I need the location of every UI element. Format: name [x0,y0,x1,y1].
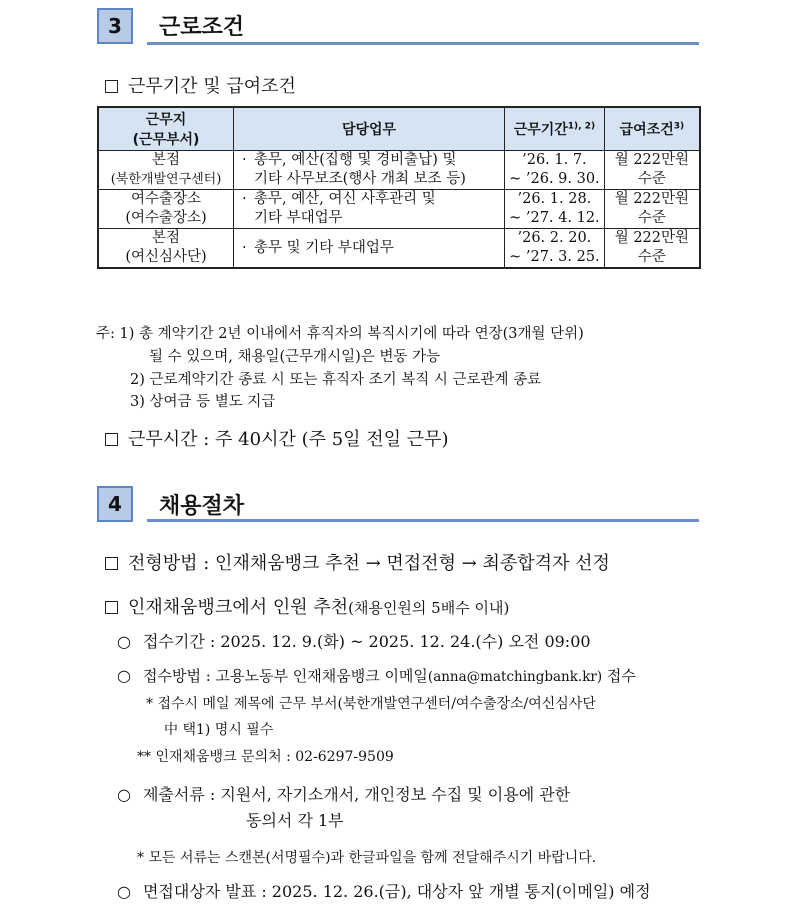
interview-announcement: ○ 면접대상자 발표 : 2025. 12. 26.(금), 대상자 앞 개별 통지(이메일) 예정 [117,882,651,901]
note-3: 3) 상여금 등 별도 지급 [130,394,276,410]
cell-period: ’26. 2. 20. ~ ’27. 3. 25. [505,229,605,269]
recommendation: 인재채움뱅크에서 인원 추천(채용인원의 5배수 이내) [105,593,509,619]
work-hours: 근무시간 : 주 40시간 (주 5일 전일 근무) [105,425,449,451]
receipt-period: ○ 접수기간 : 2025. 12. 9.(화) ~ 2025. 12. 24.(수) 오전 09:00 [117,632,591,651]
selection-method: 전형방법 : 인재채움뱅크 추천 → 면접전형 → 최종합격자 선정 [105,549,610,575]
receipt-note-line2: 中 택1) 명시 필수 [164,722,274,738]
section-number-badge: 3 [97,8,133,44]
cell-duty: · 총무, 예산(집행 및 경비출납) 및 기타 사무보조(행사 개최 보조 등) [234,151,505,190]
cell-salary: 월 222만원 수준 [604,190,700,229]
checkbox-square-icon [105,433,118,446]
section-divider [147,42,699,45]
inquiry-contact: ** 인재채움뱅크 문의처 : 02-6297-9509 [137,749,394,765]
table-row [98,190,700,229]
cell-location: 여수출장소 (여수출장소) [98,190,234,229]
section-title: 채용절차 [159,494,245,519]
cell-duty: · 총무 및 기타 부대업무 [234,229,505,269]
subheading-work-period: 근무기간 및 급여조건 [105,72,296,98]
cell-period: ’26. 1. 7. ~ ’26. 9. 30. [505,151,605,190]
header-duty: 담당업무 [234,107,505,151]
submission-documents-line2: 동의서 각 1부 [246,811,344,830]
receipt-method: ○ 접수방법 : 고용노동부 인재채움뱅크 이메일(anna@matchingbank.kr) 접수 [117,666,636,685]
table-row [98,151,700,190]
header-location: 근무지 (근무부서) [98,107,234,151]
checkbox-square-icon [105,80,118,93]
note-1-line2: 될 수 있으며, 채용일(근무개시일)은 변동 가능 [149,349,441,365]
cell-period: ’26. 1. 28. ~ ’27. 4. 12. [505,190,605,229]
receipt-note-line1: * 접수시 메일 제목에 근무 부서(북한개발연구센터/여수출장소/여신심사단 [146,696,596,712]
table-header-row [98,107,700,151]
table-row [98,229,700,269]
documents-note: * 모든 서류는 스캔본(서명필수)과 한글파일을 함께 전달해주시기 바랍니다. [137,850,597,866]
checkbox-square-icon [105,601,118,614]
header-salary: 급여조건$^{3)}$ [604,107,700,151]
submission-documents: ○ 제출서류 : 지원서, 자기소개서, 개인정보 수집 및 이용에 관한 [117,785,571,804]
work-conditions-table [97,106,701,269]
cell-duty: · 총무, 예산, 여신 사후관리 및 기타 부대업무 [234,190,505,229]
section-number-badge: 4 [97,486,133,522]
checkbox-square-icon [105,557,118,570]
section-title: 근로조건 [159,15,245,40]
cell-salary: 월 222만원 수준 [604,151,700,190]
note-1-line1: 주: 1) 총 계약기간 2년 이내에서 휴직자의 복직시기에 따라 연장(3개월 단위) [96,326,584,342]
header-period: 근무기간$^{1), 2)}$ [505,107,605,151]
cell-location: 본점 (여신심사단) [98,229,234,269]
cell-location: 본점 (북한개발연구센터) [98,151,234,190]
cell-salary: 월 222만원 수준 [604,229,700,269]
section-divider [147,519,699,522]
note-2: 2) 근로계약기간 종료 시 또는 휴직자 조기 복직 시 근로관계 종료 [130,372,542,388]
